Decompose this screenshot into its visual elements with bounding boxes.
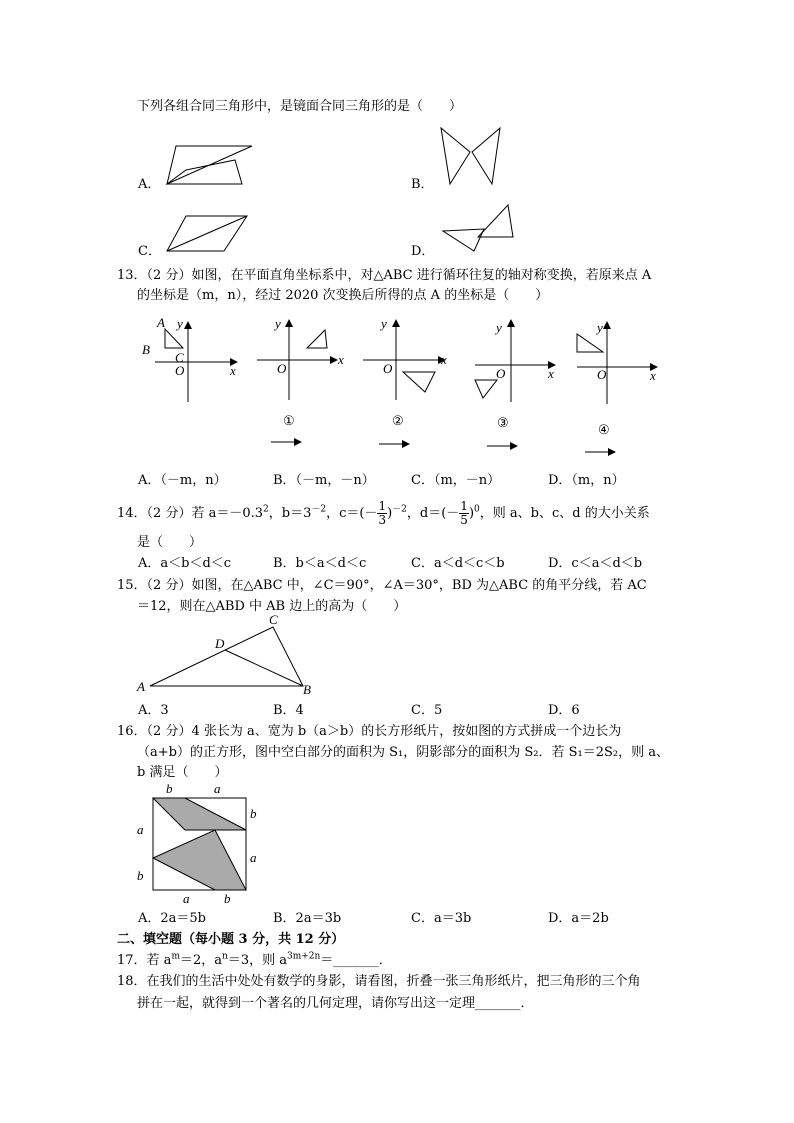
q13-label-x3: x xyxy=(548,366,554,381)
q13-line1: 13．（2 分）如图，在平面直角坐标系中，对△ABC 进行循环往复的轴对称变换，若原来点 A xyxy=(117,268,652,283)
q14-prefix: 14．（2 分）若 a＝－0.3 xyxy=(117,506,264,521)
q16-label-a-left: a xyxy=(137,822,144,837)
q14-frac2 xyxy=(459,500,469,527)
q12-figure-a xyxy=(160,140,260,190)
q13-figure xyxy=(135,312,675,462)
q13-label-y2: y xyxy=(381,316,387,331)
q15-option-b: B．4 xyxy=(273,703,304,718)
q13-step-1: ① xyxy=(283,413,295,428)
q17-mid2: ＝3，则 a xyxy=(227,953,287,968)
q15-option-c: C．5 xyxy=(411,703,443,718)
q13-label-o1: O xyxy=(277,361,287,376)
q13-option-a: A．（－m，n） xyxy=(138,473,227,488)
q14-frac1-den: 3 xyxy=(378,513,387,527)
q18-line2: 拼在一起，就得到一个著名的几何定理，请你写出这一定理_______． xyxy=(137,996,534,1011)
q16-line3: b 满足（ ） xyxy=(137,765,228,780)
q17-prefix: 17．若 a xyxy=(117,953,172,968)
q13-label-o0: O xyxy=(175,363,185,378)
q17-e1: m xyxy=(171,951,180,962)
q12-figure-c xyxy=(162,213,254,255)
q14-option-b: B．b＜a＜d＜c xyxy=(273,556,367,571)
q13-panel-4 xyxy=(577,320,657,452)
q16-label-b-bottom: b xyxy=(224,891,231,906)
q16-label-a-right: a xyxy=(250,850,257,865)
q14-b-part: ，b＝3 xyxy=(268,506,312,521)
q16-option-a: A．2a＝5b xyxy=(138,911,207,926)
q13-label-c: C xyxy=(175,350,184,365)
q14-b-exp: －2 xyxy=(311,504,327,515)
q13-option-c: C．（m，－n） xyxy=(411,473,501,488)
q13-step-4: ④ xyxy=(598,422,610,437)
q13-step-3: ③ xyxy=(497,415,509,430)
q14-frac2-den: 5 xyxy=(460,513,468,527)
q14-frac2-num: 1 xyxy=(460,499,468,513)
q16-label-a-bottom: a xyxy=(183,891,190,906)
q16-figure xyxy=(132,782,262,908)
q13-label-x4: x xyxy=(650,368,656,383)
q17-e2: n xyxy=(222,951,228,962)
q13-panel-1 xyxy=(257,316,344,442)
q14-d-part: ，d＝(－ xyxy=(406,506,460,521)
q17-suffix: ＝_______． xyxy=(320,953,392,968)
q13-label-x2: x xyxy=(441,352,447,367)
q15-label-d: D xyxy=(215,636,225,651)
q16-option-b: B．2a＝3b xyxy=(273,911,342,926)
q13-label-o3: O xyxy=(496,366,506,381)
q14-option-a: A．a＜b＜d＜c xyxy=(138,556,232,571)
q15-option-a: A．3 xyxy=(138,703,169,718)
q13-label-o2: O xyxy=(383,361,393,376)
q16-label-b-right: b xyxy=(250,806,257,821)
q12-option-c: C． xyxy=(138,244,161,259)
q13-label-a: A xyxy=(157,315,165,330)
section2-title: 二、填空题（每小题 3 分，共 12 分） xyxy=(117,932,345,947)
q16-line1: 16．（2 分）4 张长为 a、宽为 b（a＞b）的长方形纸片，按如图的方式拼成一个边长为 xyxy=(117,724,622,739)
q14-suffix: ，则 a、b、c、d 的大小关系 xyxy=(479,506,650,521)
q14-frac1 xyxy=(377,500,387,527)
q13-label-y4: y xyxy=(597,320,603,335)
q12-option-b: B． xyxy=(411,177,434,192)
q13-panel-original xyxy=(142,315,237,402)
q16-option-d: D．a＝2b xyxy=(548,911,609,926)
q15-label-a: A xyxy=(137,679,145,694)
q12-option-a: A． xyxy=(138,177,161,192)
q13-label-y0: y xyxy=(177,316,183,331)
q12-figure-d xyxy=(440,203,520,255)
q13-label-b: B xyxy=(142,342,150,357)
q14-frac1-num: 1 xyxy=(378,499,387,513)
q16-label-b-left: b xyxy=(137,868,144,883)
q14-c-exp: －2 xyxy=(392,504,407,515)
q15-label-b: B xyxy=(303,682,311,697)
q16-label-a-top: a xyxy=(214,781,221,796)
q14-sq: 2 xyxy=(263,504,269,515)
q15-label-c: C xyxy=(269,612,278,627)
q13-label-x0: x xyxy=(230,363,236,378)
q12-figure-b xyxy=(436,126,506,188)
q13-line2: 的坐标是（m，n），经过 2020 次变换后所得的点 A 的坐标是（ ） xyxy=(137,288,549,303)
q13-panel-3 xyxy=(475,320,555,446)
q14-line2: 是（ ） xyxy=(137,535,203,550)
q15-line1: 15．（2 分）如图，在△ABC 中，∠C＝90°，∠A＝30°，BD 为△ABC 的角平分线，若 AC xyxy=(117,578,647,593)
q13-panel-2 xyxy=(363,316,447,444)
q17-line xyxy=(117,953,392,969)
q15-option-d: D．6 xyxy=(548,703,580,718)
q13-label-y1: y xyxy=(275,316,281,331)
q15-line2: ＝12，则在△ABD 中 AB 边上的高为（ ） xyxy=(137,599,407,614)
q18-line1: 18．在我们的生活中处处有数学的身影，请看图，折叠一张三角形纸片，把三角形的三个角 xyxy=(117,974,641,989)
q14-d-exp: 0 xyxy=(474,504,480,515)
q12-stem: 下列各组合同三角形中，是镜面合同三角形的是（ ） xyxy=(137,99,463,114)
q12-option-d: D． xyxy=(411,244,435,259)
q17-mid: ＝2，a xyxy=(179,953,223,968)
q17-e3: 3m+2n xyxy=(286,951,321,962)
q13-label-y3: y xyxy=(496,320,502,335)
q16-option-c: C．a＝3b xyxy=(411,911,472,926)
q14-option-c: C．a＜d＜c＜b xyxy=(411,556,505,571)
q13-label-x1: x xyxy=(338,352,344,367)
q13-option-b: B．（－m，－n） xyxy=(273,473,375,488)
q16-line2: （a+b）的正方形，图中空白部分的面积为 S₁，阴影部分的面积为 S₂．若 S₁＝2S₂，则 a、 xyxy=(137,745,669,760)
q13-label-o4: O xyxy=(597,367,607,382)
q15-figure xyxy=(135,614,325,700)
q14-c-part: ，c＝(－ xyxy=(326,506,378,521)
q16-label-b-top: b xyxy=(166,781,173,796)
q14-option-d: D．c＜a＜d＜b xyxy=(548,556,643,571)
q14-line1: 14．（2 分）若 $a=-0.3^2$，$b=3^{-2}$，c＝(－ $\frac{1}{3}$ )$^{-2}$，d＝(－ $\frac{1}{5}$ )$^0$，则 a、b、c、d 的大小关系 xyxy=(117,499,650,527)
q13-step-2: ② xyxy=(392,413,404,428)
q13-option-d: D．（m，n） xyxy=(548,473,625,488)
